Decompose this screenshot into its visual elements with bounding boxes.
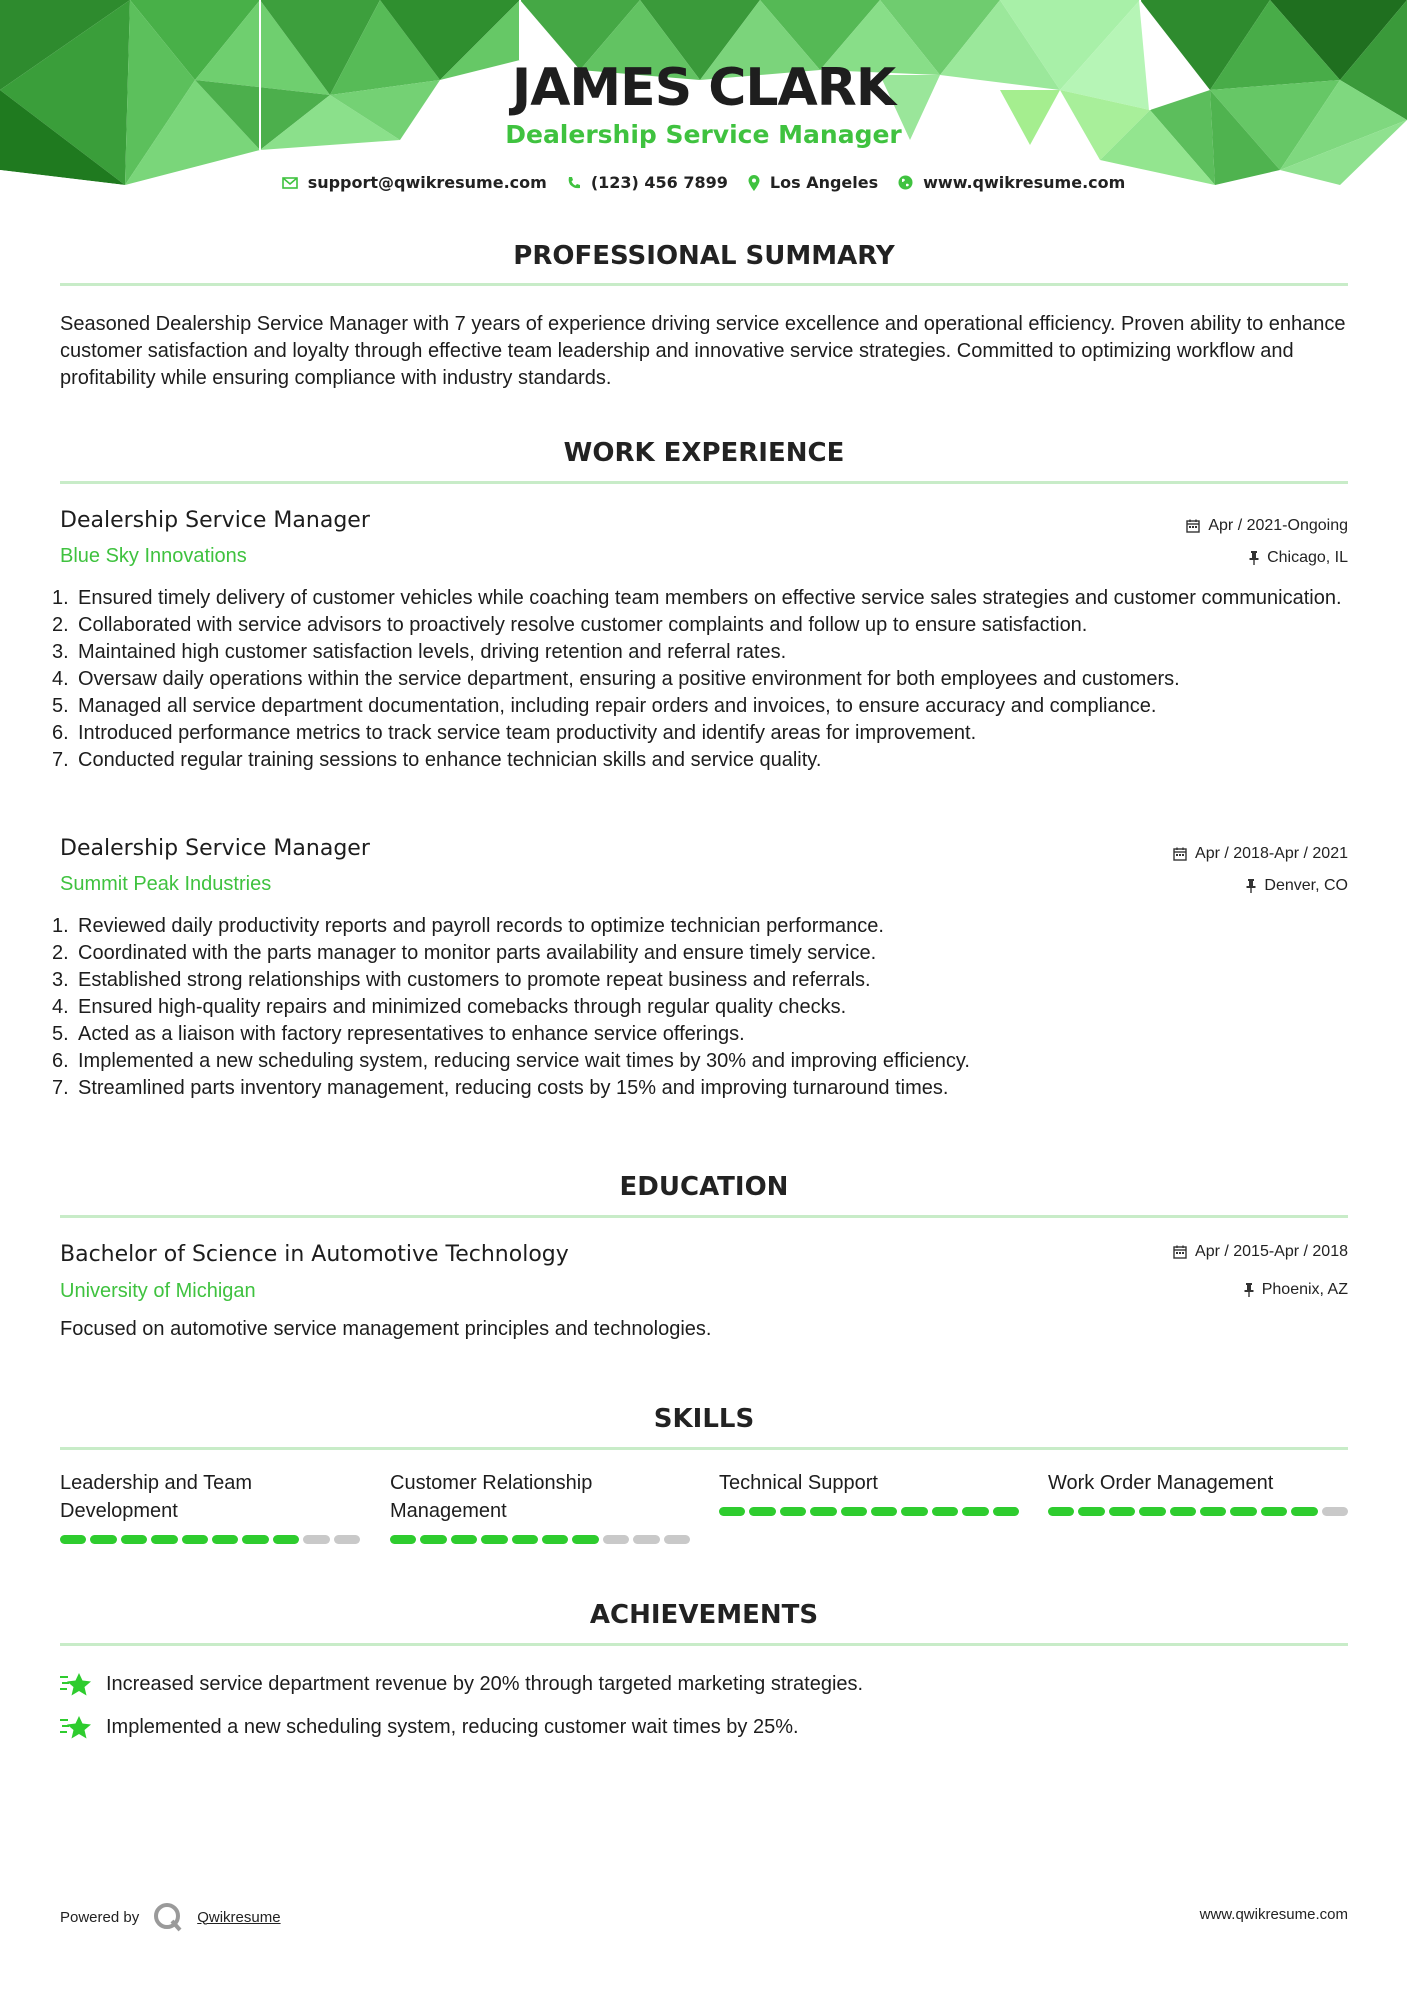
skill-level-segment xyxy=(90,1535,116,1544)
skill-level-segment xyxy=(542,1535,568,1544)
list-item: Collaborated with service advisors to proactively resolve customer complaints and follow up to ensure satisfaction. xyxy=(78,614,1088,636)
achievement-item xyxy=(60,1671,863,1697)
skill-level-segment xyxy=(451,1535,477,1544)
candidate-role: Dealership Service Manager xyxy=(505,120,902,149)
qwikresume-link[interactable]: Qwikresume xyxy=(197,1908,281,1926)
skill-level-segment xyxy=(603,1535,629,1544)
education-divider xyxy=(60,1215,1348,1218)
education-location-text: Phoenix, AZ xyxy=(1261,1281,1348,1298)
skill-item xyxy=(60,1469,360,1544)
education-dates xyxy=(1173,1243,1348,1261)
skill-level-segment xyxy=(1170,1507,1196,1516)
experience-divider xyxy=(60,481,1348,484)
job-location-text: Chicago, IL xyxy=(1267,549,1348,566)
skill-level-segment xyxy=(512,1535,538,1544)
calendar-icon xyxy=(1173,847,1187,861)
job-dates xyxy=(1186,517,1348,535)
skill-level-segment xyxy=(780,1507,806,1516)
summary-heading: PROFESSIONAL SUMMARY xyxy=(513,241,895,271)
envelope-icon xyxy=(282,177,298,189)
list-item: Established strong relationships with customers to promote repeat business and referrals. xyxy=(78,969,871,991)
skill-level-segment xyxy=(1139,1507,1165,1516)
skill-item xyxy=(1048,1469,1348,1516)
skill-level-segment xyxy=(810,1507,836,1516)
skill-level-bar xyxy=(390,1535,690,1544)
skill-level-segment xyxy=(841,1507,867,1516)
contact-phone[interactable] xyxy=(567,173,728,192)
skill-level-bar xyxy=(1048,1507,1348,1516)
list-item: Oversaw daily operations within the service department, ensuring a positive environment for both employees and customers. xyxy=(78,668,1180,690)
job-bullets xyxy=(78,913,1350,1102)
skill-name: Leadership and Team Development xyxy=(60,1472,252,1522)
skill-level-segment xyxy=(1230,1507,1256,1516)
job-location xyxy=(1249,549,1348,567)
summary-text: Seasoned Dealership Service Manager with 7 years of experience driving service excellence and operational efficiency. Proven ability to enhance customer satisfaction and loyalty through effective team leadership and innovative service strategies. Committed to optimizing workflow and profitability while ensuring compliance with industry standards. xyxy=(60,313,1346,389)
list-item: Maintained high customer satisfaction levels, driving retention and referral rates. xyxy=(78,641,787,663)
skill-level-segment xyxy=(932,1507,958,1516)
list-item: Implemented a new scheduling system, reducing service wait times by 30% and improving efficiency. xyxy=(78,1050,970,1072)
skill-level-segment xyxy=(1048,1507,1074,1516)
skill-level-segment xyxy=(182,1535,208,1544)
globe-icon xyxy=(898,175,913,190)
list-item: Ensured timely delivery of customer vehicles while coaching team members on effective service sales strategies and customer communication. xyxy=(78,587,1342,609)
achievement-text: Increased service department revenue by 20% through targeted marketing strategies. xyxy=(106,1672,864,1695)
job-location xyxy=(1246,877,1348,895)
skill-level-segment xyxy=(993,1507,1019,1516)
qwikresume-logo-icon xyxy=(153,1902,183,1932)
skill-level-segment xyxy=(1109,1507,1135,1516)
skill-level-segment xyxy=(1261,1507,1287,1516)
skill-name: Customer Relationship Management xyxy=(390,1472,593,1522)
skill-level-segment xyxy=(901,1507,927,1516)
contact-bar xyxy=(0,173,1407,192)
skill-name: Technical Support xyxy=(719,1472,878,1494)
contact-location xyxy=(748,173,878,192)
skill-level-segment xyxy=(303,1535,329,1544)
list-item: Reviewed daily productivity reports and payroll records to optimize technician performance. xyxy=(78,915,884,937)
skill-level-segment xyxy=(242,1535,268,1544)
skill-level-segment xyxy=(749,1507,775,1516)
list-item: Streamlined parts inventory management, reducing costs by 15% and improving turnaround times. xyxy=(78,1077,949,1099)
pushpin-icon xyxy=(1249,551,1259,565)
skill-level-segment xyxy=(390,1535,416,1544)
phone-icon xyxy=(567,176,581,190)
list-item: Acted as a liaison with factory representatives to enhance service offerings. xyxy=(78,1023,745,1045)
contact-email[interactable] xyxy=(282,173,547,192)
education-heading: EDUCATION xyxy=(619,1172,789,1202)
pushpin-icon xyxy=(1244,1283,1254,1297)
list-item: Ensured high-quality repairs and minimized comebacks through regular quality checks. xyxy=(78,996,847,1018)
education-description: Focused on automotive service management principles and technologies. xyxy=(60,1318,712,1340)
company-name: Blue Sky Innovations xyxy=(60,545,247,567)
job-dates xyxy=(1173,845,1348,863)
skill-level-segment xyxy=(212,1535,238,1544)
skill-level-segment xyxy=(334,1535,360,1544)
star-badge-icon xyxy=(60,1671,92,1697)
skill-level-segment xyxy=(481,1535,507,1544)
skill-level-segment xyxy=(962,1507,988,1516)
achievements-divider xyxy=(60,1643,1348,1646)
list-item: Introduced performance metrics to track service team productivity and identify areas for improvement. xyxy=(78,722,977,744)
skill-item xyxy=(390,1469,690,1544)
location-text: Los Angeles xyxy=(769,173,879,192)
skill-level-segment xyxy=(1078,1507,1104,1516)
skill-level-segment xyxy=(664,1535,690,1544)
skills-heading: SKILLS xyxy=(653,1404,755,1434)
candidate-name: JAMES CLARK xyxy=(511,58,896,118)
email-text: support@qwikresume.com xyxy=(307,173,547,192)
skill-level-segment xyxy=(151,1535,177,1544)
skill-level-segment xyxy=(1200,1507,1226,1516)
skill-level-bar xyxy=(60,1535,360,1544)
job-dates-text: Apr / 2021-Ongoing xyxy=(1208,517,1348,534)
job-title: Dealership Service Manager xyxy=(60,508,370,533)
list-item: Coordinated with the parts manager to monitor parts availability and ensure timely service. xyxy=(78,942,877,964)
calendar-icon xyxy=(1186,519,1200,533)
achievements-heading: ACHIEVEMENTS xyxy=(589,1600,819,1630)
skill-level-segment xyxy=(121,1535,147,1544)
skill-level-segment xyxy=(871,1507,897,1516)
skill-level-bar xyxy=(719,1507,1019,1516)
star-badge-icon xyxy=(60,1714,92,1740)
skill-level-segment xyxy=(273,1535,299,1544)
school-name: University of Michigan xyxy=(60,1280,256,1302)
job-title: Dealership Service Manager xyxy=(60,836,370,861)
skill-name: Work Order Management xyxy=(1048,1472,1274,1494)
job-bullets xyxy=(78,585,1350,774)
job-location-text: Denver, CO xyxy=(1264,877,1348,894)
skill-level-segment xyxy=(420,1535,446,1544)
pushpin-icon xyxy=(1246,879,1256,893)
education-location xyxy=(1244,1281,1348,1299)
skill-level-segment xyxy=(633,1535,659,1544)
company-name: Summit Peak Industries xyxy=(60,873,272,895)
footer-website[interactable]: www.qwikresume.com xyxy=(1199,1906,1348,1923)
achievement-text: Implemented a new scheduling system, reducing customer wait times by 25%. xyxy=(106,1715,799,1738)
education-dates-text: Apr / 2015-Apr / 2018 xyxy=(1195,1243,1348,1260)
experience-heading: WORK EXPERIENCE xyxy=(563,438,845,468)
calendar-icon xyxy=(1173,1245,1187,1259)
skill-level-segment xyxy=(572,1535,598,1544)
degree-title: Bachelor of Science in Automotive Technology xyxy=(60,1242,569,1267)
job-dates-text: Apr / 2018-Apr / 2021 xyxy=(1195,845,1348,862)
map-pin-icon xyxy=(748,175,760,191)
skill-item xyxy=(719,1469,1019,1516)
skill-level-segment xyxy=(60,1535,86,1544)
achievement-item xyxy=(60,1714,799,1740)
powered-by-label: Powered by xyxy=(60,1908,140,1926)
skills-divider xyxy=(60,1447,1348,1450)
skill-level-segment xyxy=(1291,1507,1317,1516)
footer xyxy=(60,1902,281,1932)
list-item: Conducted regular training sessions to enhance technician skills and service quality. xyxy=(78,749,822,771)
phone-text: (123) 456 7899 xyxy=(590,173,728,192)
skill-level-segment xyxy=(1322,1507,1348,1516)
list-item: Managed all service department documentation, including repair orders and invoices, to ensure accuracy and compliance. xyxy=(78,695,1157,717)
summary-divider xyxy=(60,283,1348,286)
contact-website[interactable] xyxy=(898,173,1125,192)
skill-level-segment xyxy=(719,1507,745,1516)
website-text: www.qwikresume.com xyxy=(923,173,1126,192)
